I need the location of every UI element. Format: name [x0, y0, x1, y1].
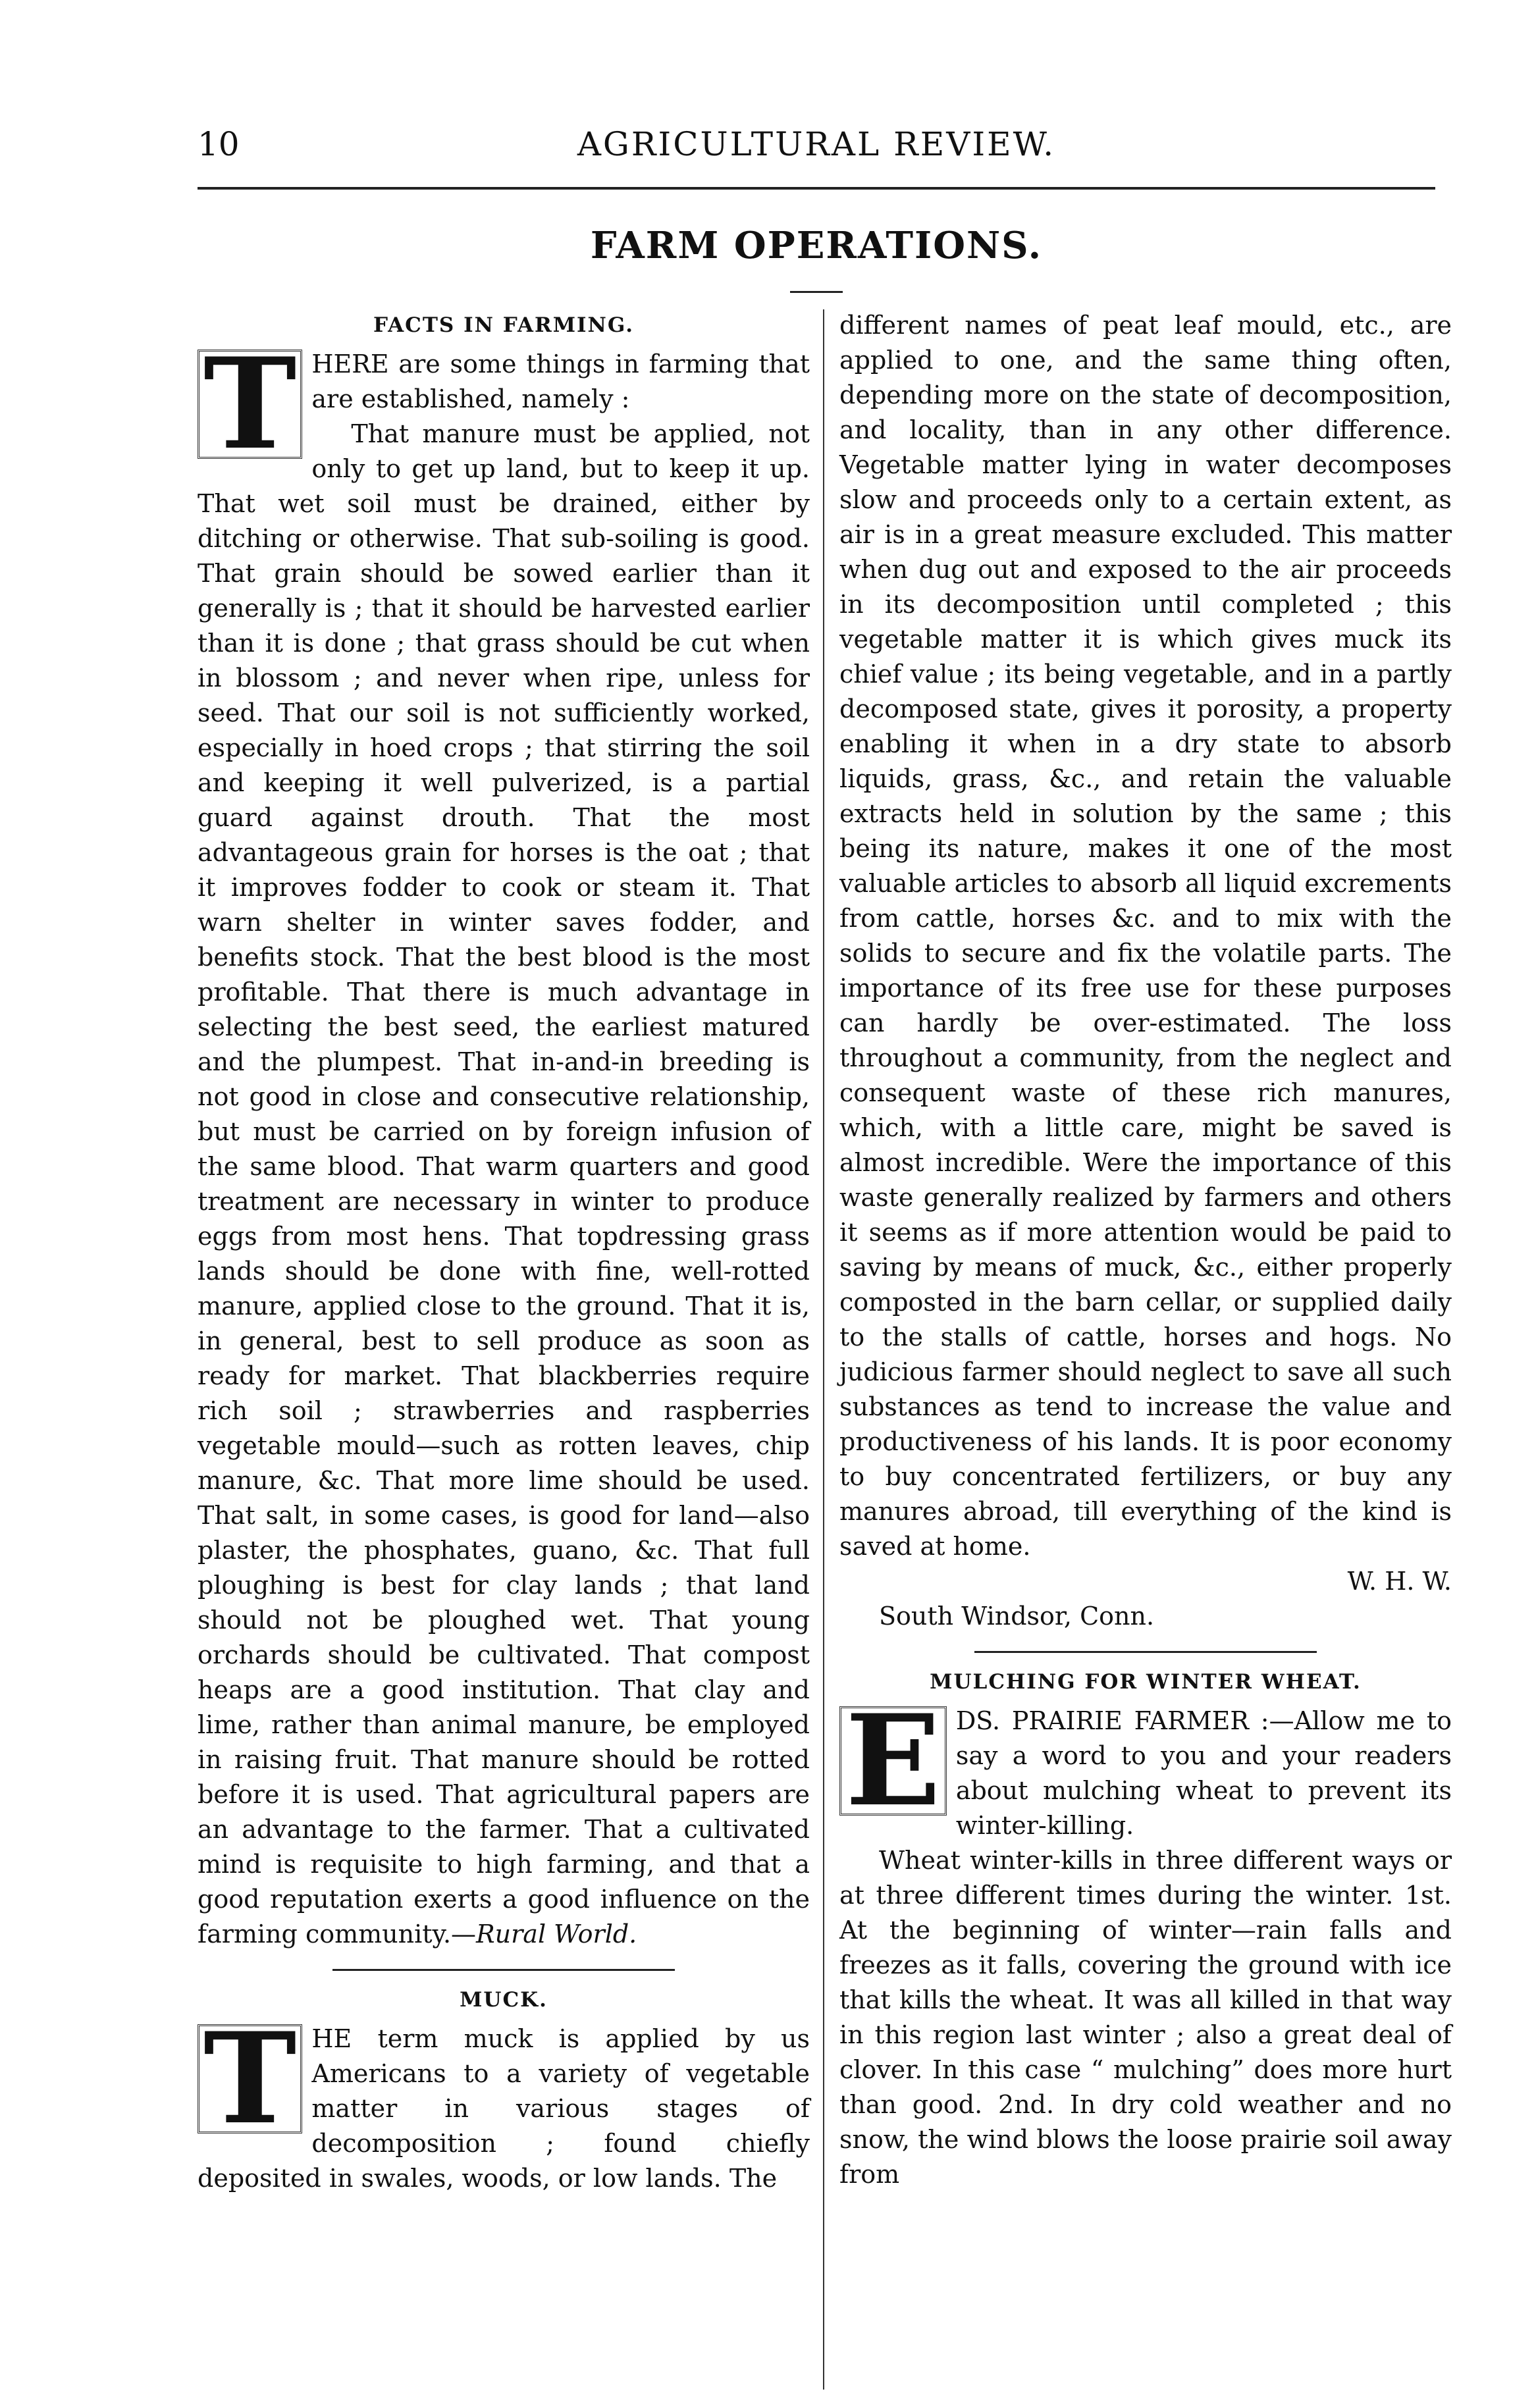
- mulching-body: Wheat winter-kills in three different ways or at three different times during the winter. 1st. At the beginning of winter—rain falls and freezes as it falls, covering the ground with ice that kills the wheat. It was all killed in that way in this region last winter ; also a great deal of clover. In this case “ mulching” does more hurt than good. 2nd. In dry cold weather and no snow, the wind blows the loose prairie soil away from: [839, 1846, 1452, 2189]
- page-number: 10: [198, 125, 240, 163]
- divider: [974, 1651, 1317, 1653]
- muck-dropcap-icon: T: [198, 2024, 302, 2133]
- facts-heading: FACTS IN FARMING.: [373, 313, 635, 337]
- left-column: [198, 308, 810, 2196]
- mulching-intro: DS. PRAIRIE FARMER :—Allow me to say a word to you and your readers about mulching wheat to prevent its winter-killing.: [955, 1706, 1452, 1840]
- facts-source: Rural World.: [476, 1920, 637, 1949]
- header-rule: [198, 187, 1435, 190]
- muck-signature: W. H. W.: [1347, 1567, 1452, 1596]
- muck-place: South Windsor, Conn.: [879, 1602, 1155, 1631]
- right-column: [839, 308, 1452, 2192]
- mulching-dropcap-icon: E: [839, 1706, 947, 1816]
- column-divider: [823, 309, 824, 2390]
- divider: [332, 1969, 675, 1971]
- facts-body: [198, 417, 810, 1952]
- facts-intro: HERE are some things in farming that are established, namely :: [311, 350, 810, 413]
- facts-body-text: That manure must be applied, not only to get up land, but to keep it up. That wet soil must be drained, either by ditching or otherwise. That sub-soiling is good. That grain should be sowed earlier than it generally is ; that it should be harvested earlier than it is done ; that grass should be cut when in blossom ; and never when ripe, unless for seed. That our soil is not sufficiently worked, especially in hoed crops ; that stirring the soil and keeping it well pulverized, is a partial guard against drouth. That the most advantageous grain for horses is the oat ; that it improves fodder to cook or steam it. That warn shelter in winter saves fodder, and benefits stock. That the best blood is the most profitable. That there is much advantage in selecting the best seed, the earliest matured and the plumpest. That in-and-in breeding is not good in close and consecutive relationship, but must be carried on by foreign infusion of the same blood. That warm quarters and good treatment are necessary in winter to produce eggs from most hens. That topdressing grass lands should be done with fine, well-rotted manure, applied close to the ground. That it is, in general, best to sell produce as soon as ready for market. That blackberries require rich soil ; strawberries and raspberries vegetable mould—such as rotten leaves, chip manure, &c. That more lime should be used. That salt, in some cases, is good for land—also plaster, the phosphates, guano, &c. That full ploughing is best for clay lands ; that land should not be ploughed wet. That young orchards should be cultivated. That compost heaps are a good institution. That clay and lime, rather than animal manure, be employed in raising fruit. That manure should be rotted before it is used. That agricultural papers are an advantage to the farmer. That a cultivated mind is requisite to high farming, and that a good reputation exerts a good influence on the farming community.—: [198, 419, 810, 1949]
- running-title: AGRICULTURAL REVIEW.: [577, 125, 1056, 163]
- section-title: FARM OPERATIONS.: [590, 224, 1043, 267]
- facts-dropcap-icon: T: [198, 350, 302, 459]
- mulching-heading: MULCHING FOR WINTER WHEAT.: [930, 1670, 1362, 1694]
- page-header: [198, 125, 1435, 165]
- muck-body-left: HE term muck is applied by us Americans to a variety of vegetable matter in various stages of decomposition ; found chiefly deposited in swales, woods, or low lands. The: [198, 2024, 810, 2193]
- muck-body-right: different names of peat leaf mould, etc., are applied to one, and the same thing often, depending more on the state of decomposition, and locality, than in any other difference. Vegetable matter lying in water decomposes slow and proceeds only to a certain extent, as air is in a great measure excluded. This matter when dug out and exposed to the air proceeds in its decomposition until completed ; this vegetable matter it is which gives muck its chief value ; its being vegetable, and in a partly decomposed state, gives it porosity, a property enabling it when in a dry state to absorb liquids, grass, &c., and retain the valuable extracts held in solution by the same ; this being its nature, makes it one of the most valuable articles to absorb all liquid excrements from cattle, horses &c. and to mix with the solids to secure and fix the volatile parts. The importance of its free use for these purposes can hardly be over-estimated. The loss throughout a community, from the neglect and consequent waste of these rich manures, which, with a little care, might be saved is almost incredible. Were the importance of this waste generally realized by farmers and others it seems as if more attention would be paid to saving by means of muck, &c., either properly composted in the barn cellar, or supplied daily to the stalls of cattle, horses and hogs. No judicious farmer should neglect to save all such substances as tend to increase the value and productiveness of his lands. It is poor economy to buy concentrated fertilizers, or buy any manures abroad, till everything of the kind is saved at home.: [839, 311, 1452, 1561]
- muck-heading: MUCK.: [460, 1988, 548, 2012]
- title-rule: [790, 291, 843, 293]
